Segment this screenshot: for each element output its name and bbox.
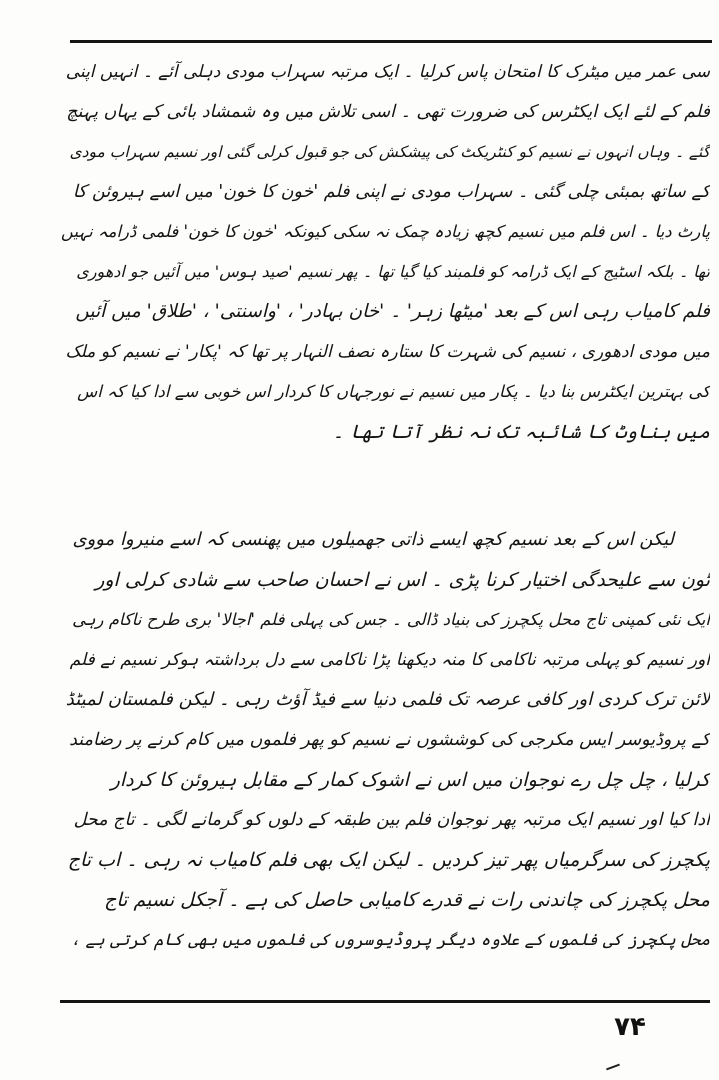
text-line: پکچرز کی سرگرمیاں پھر تیز کردیں ۔ لیکن ایک بھی فلم کامیاب نہ رہی ۔ اب تاج (67, 849, 710, 871)
text-line: فلم کے لئے ایک ایکٹرس کی ضرورت تھی ۔ اسی تلاش میں وہ شمشاد بائی کے یہاں پہنچ (66, 102, 710, 122)
text-line: فلم کامیاب رہی اس کے بعد 'میٹھا زہر' ۔ 'خان بہادر' ، 'واسنتی' ، 'طلاق' میں آئیں (75, 301, 710, 322)
text-line: محل پکچرز کی فلموں کے علاوہ دیگر پروڈیوسروں کی فلموں میں بھی کام کرتی ہے ، (70, 930, 710, 949)
text-line: گئے ۔ وہاں انہوں نے نسیم کو کنٹریکٹ کی پیشکش کی جو قبول کرلی گئی اور نسیم سہراب مودی (69, 143, 710, 161)
text-line: ایک نئی کمپنی تاج محل پکچرز کی بنیاد ڈالی ۔ جس کی پہلی فلم 'اجالا' بری طرح ناکام رہی (72, 610, 710, 629)
text-line: پارٹ دیا ۔ اس فلم میں نسیم کچھ زیادہ چمک نہ سکی کیونکہ 'خون کا خون' فلمی ڈرامہ نہیں (60, 222, 710, 241)
bottom-rule (60, 1000, 710, 1003)
text-line: کے ساتھ بمبئی چلی گئی ۔ سہراب مودی نے اپنی فلم 'خون کا خون' میں اسے ہیروئن کا (72, 182, 710, 202)
text-line: ٹون سے علیحدگی اختیار کرنا پڑی ۔ اس نے احسان صاحب سے شادی کرلی اور (95, 569, 710, 591)
text-line: کے پروڈیوسر ایس مکرجی کی کوششوں نے نسیم کو پھر فلموں میں کام کرنے پر رضامند (69, 730, 710, 750)
text-line: کی بہترین ایکٹرس بنا دیا ۔ پکار میں نسیم نے نورجہاں کا کردار اس خوبی سے ادا کیا کہ اس (77, 382, 710, 401)
page-number: ۷۴ (614, 1012, 646, 1042)
text-line: کرلیا ، چل چل رے نوجوان میں اس نے اشوک کمار کے مقابل ہیروئن کا کردار (110, 769, 710, 791)
text-line: سی عمر میں میٹرک کا امتحان پاس کرلیا ۔ ایک مرتبہ سہراب مودی دہلی آئے ۔ انہیں اپنی (65, 62, 710, 82)
text-line: تھا ۔ بلکہ اسٹیج کے ایک ڈرامہ کو فلمبند کیا گیا تھا ۔ پھر نسیم 'صید ہوس' میں آئیں جو ادھوری (76, 262, 710, 281)
text-line: میں مودی ادھوری ، نسیم کی شہرت کا ستارہ نصف النہار پر تھا کہ 'پکار' نے نسیم کو ملک (65, 342, 710, 362)
text-line: ادا کیا اور نسیم ایک مرتبہ پھر نوجوان فلم بین طبقہ کے دلوں کو گرمانے لگی ۔ تاج محل (73, 810, 710, 830)
ink-mark (606, 1064, 620, 1071)
text-line: میں بناوٹ کا شائبہ تک نہ نظر آتا تھا ۔ (332, 421, 710, 443)
text-line: لائن ترک کردی اور کافی عرصہ تک فلمی دنیا سے فیڈ آؤٹ رہی ۔ لیکن فلمستان لمیٹڈ (65, 689, 710, 710)
body-text (60, 52, 710, 1002)
text-line: محل پکچرز کی چاندنی رات نے قدرے کامیابی حاصل کی ہے ۔ آجکل نسیم تاج (104, 889, 710, 911)
text-line: لیکن اس کے بعد نسیم کچھ ایسے ذاتی جھمیلوں میں پھنسی کہ اسے منیروا مووی (72, 529, 674, 550)
top-rule (70, 40, 712, 43)
text-line: اور نسیم کو پہلی مرتبہ ناکامی کا منہ دیکھنا پڑا ناکامی سے دل برداشتہ ہوکر نسیم نے فلم (69, 650, 710, 670)
